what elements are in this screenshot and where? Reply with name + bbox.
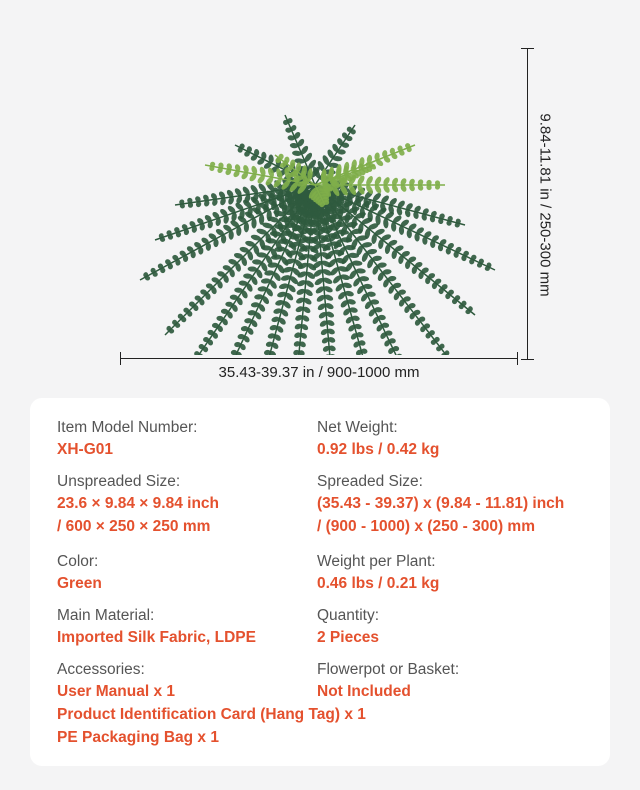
spec-weight-per-plant xyxy=(317,552,439,595)
spec-quantity xyxy=(317,606,379,649)
spec-item-model xyxy=(57,418,197,461)
height-dimension-line xyxy=(521,48,535,360)
accessory-item: PE Packaging Bag x 1 xyxy=(57,729,219,746)
spec-value: Not Included xyxy=(317,683,411,700)
spec-label: Quantity: xyxy=(317,607,380,624)
accessory-item: User Manual x 1 xyxy=(57,683,176,700)
spec-value: 0.92 lbs / 0.42 kg xyxy=(317,441,440,458)
spec-spreaded-size xyxy=(317,472,564,538)
spec-label: Color: xyxy=(57,553,99,570)
spec-color xyxy=(57,552,102,595)
spec-label: Weight per Plant: xyxy=(317,553,436,570)
spec-unspreaded-size xyxy=(57,472,219,538)
spec-label: Item Model Number: xyxy=(57,419,198,436)
spec-value: 2 Pieces xyxy=(317,629,380,646)
fern-plant-image xyxy=(110,45,520,355)
width-dimension-label: 35.43-39.37 in / 900-1000 mm xyxy=(218,364,420,381)
spec-value-line1: 23.6 × 9.84 × 9.84 inch xyxy=(57,495,220,512)
spec-value-line2: / 600 × 250 × 250 mm xyxy=(57,518,211,535)
spec-flowerpot xyxy=(317,660,459,703)
spec-label: Net Weight: xyxy=(317,419,398,436)
spec-value: 0.46 lbs / 0.21 kg xyxy=(317,575,440,592)
spec-main-material xyxy=(57,606,256,649)
spec-label: Main Material: xyxy=(57,607,155,624)
accessory-item: Product Identification Card (Hang Tag) x 1 xyxy=(57,706,366,723)
spec-label: Unspreaded Size: xyxy=(57,473,181,490)
spec-card xyxy=(30,398,610,766)
spec-net-weight xyxy=(317,418,439,461)
spec-value: Green xyxy=(57,575,102,592)
spec-value-line1: (35.43 - 39.37) x (9.84 - 11.81) inch xyxy=(317,495,565,512)
height-dimension-label: 9.84-11.81 in / 250-300 mm xyxy=(536,113,554,297)
spec-label: Spreaded Size: xyxy=(317,473,423,490)
spec-value-line2: / (900 - 1000) x (250 - 300) mm xyxy=(317,518,535,535)
spec-label: Accessories: xyxy=(57,661,145,678)
spec-value: XH-G01 xyxy=(57,441,113,458)
spec-label: Flowerpot or Basket: xyxy=(317,661,460,678)
spec-value: Imported Silk Fabric, LDPE xyxy=(57,629,256,646)
